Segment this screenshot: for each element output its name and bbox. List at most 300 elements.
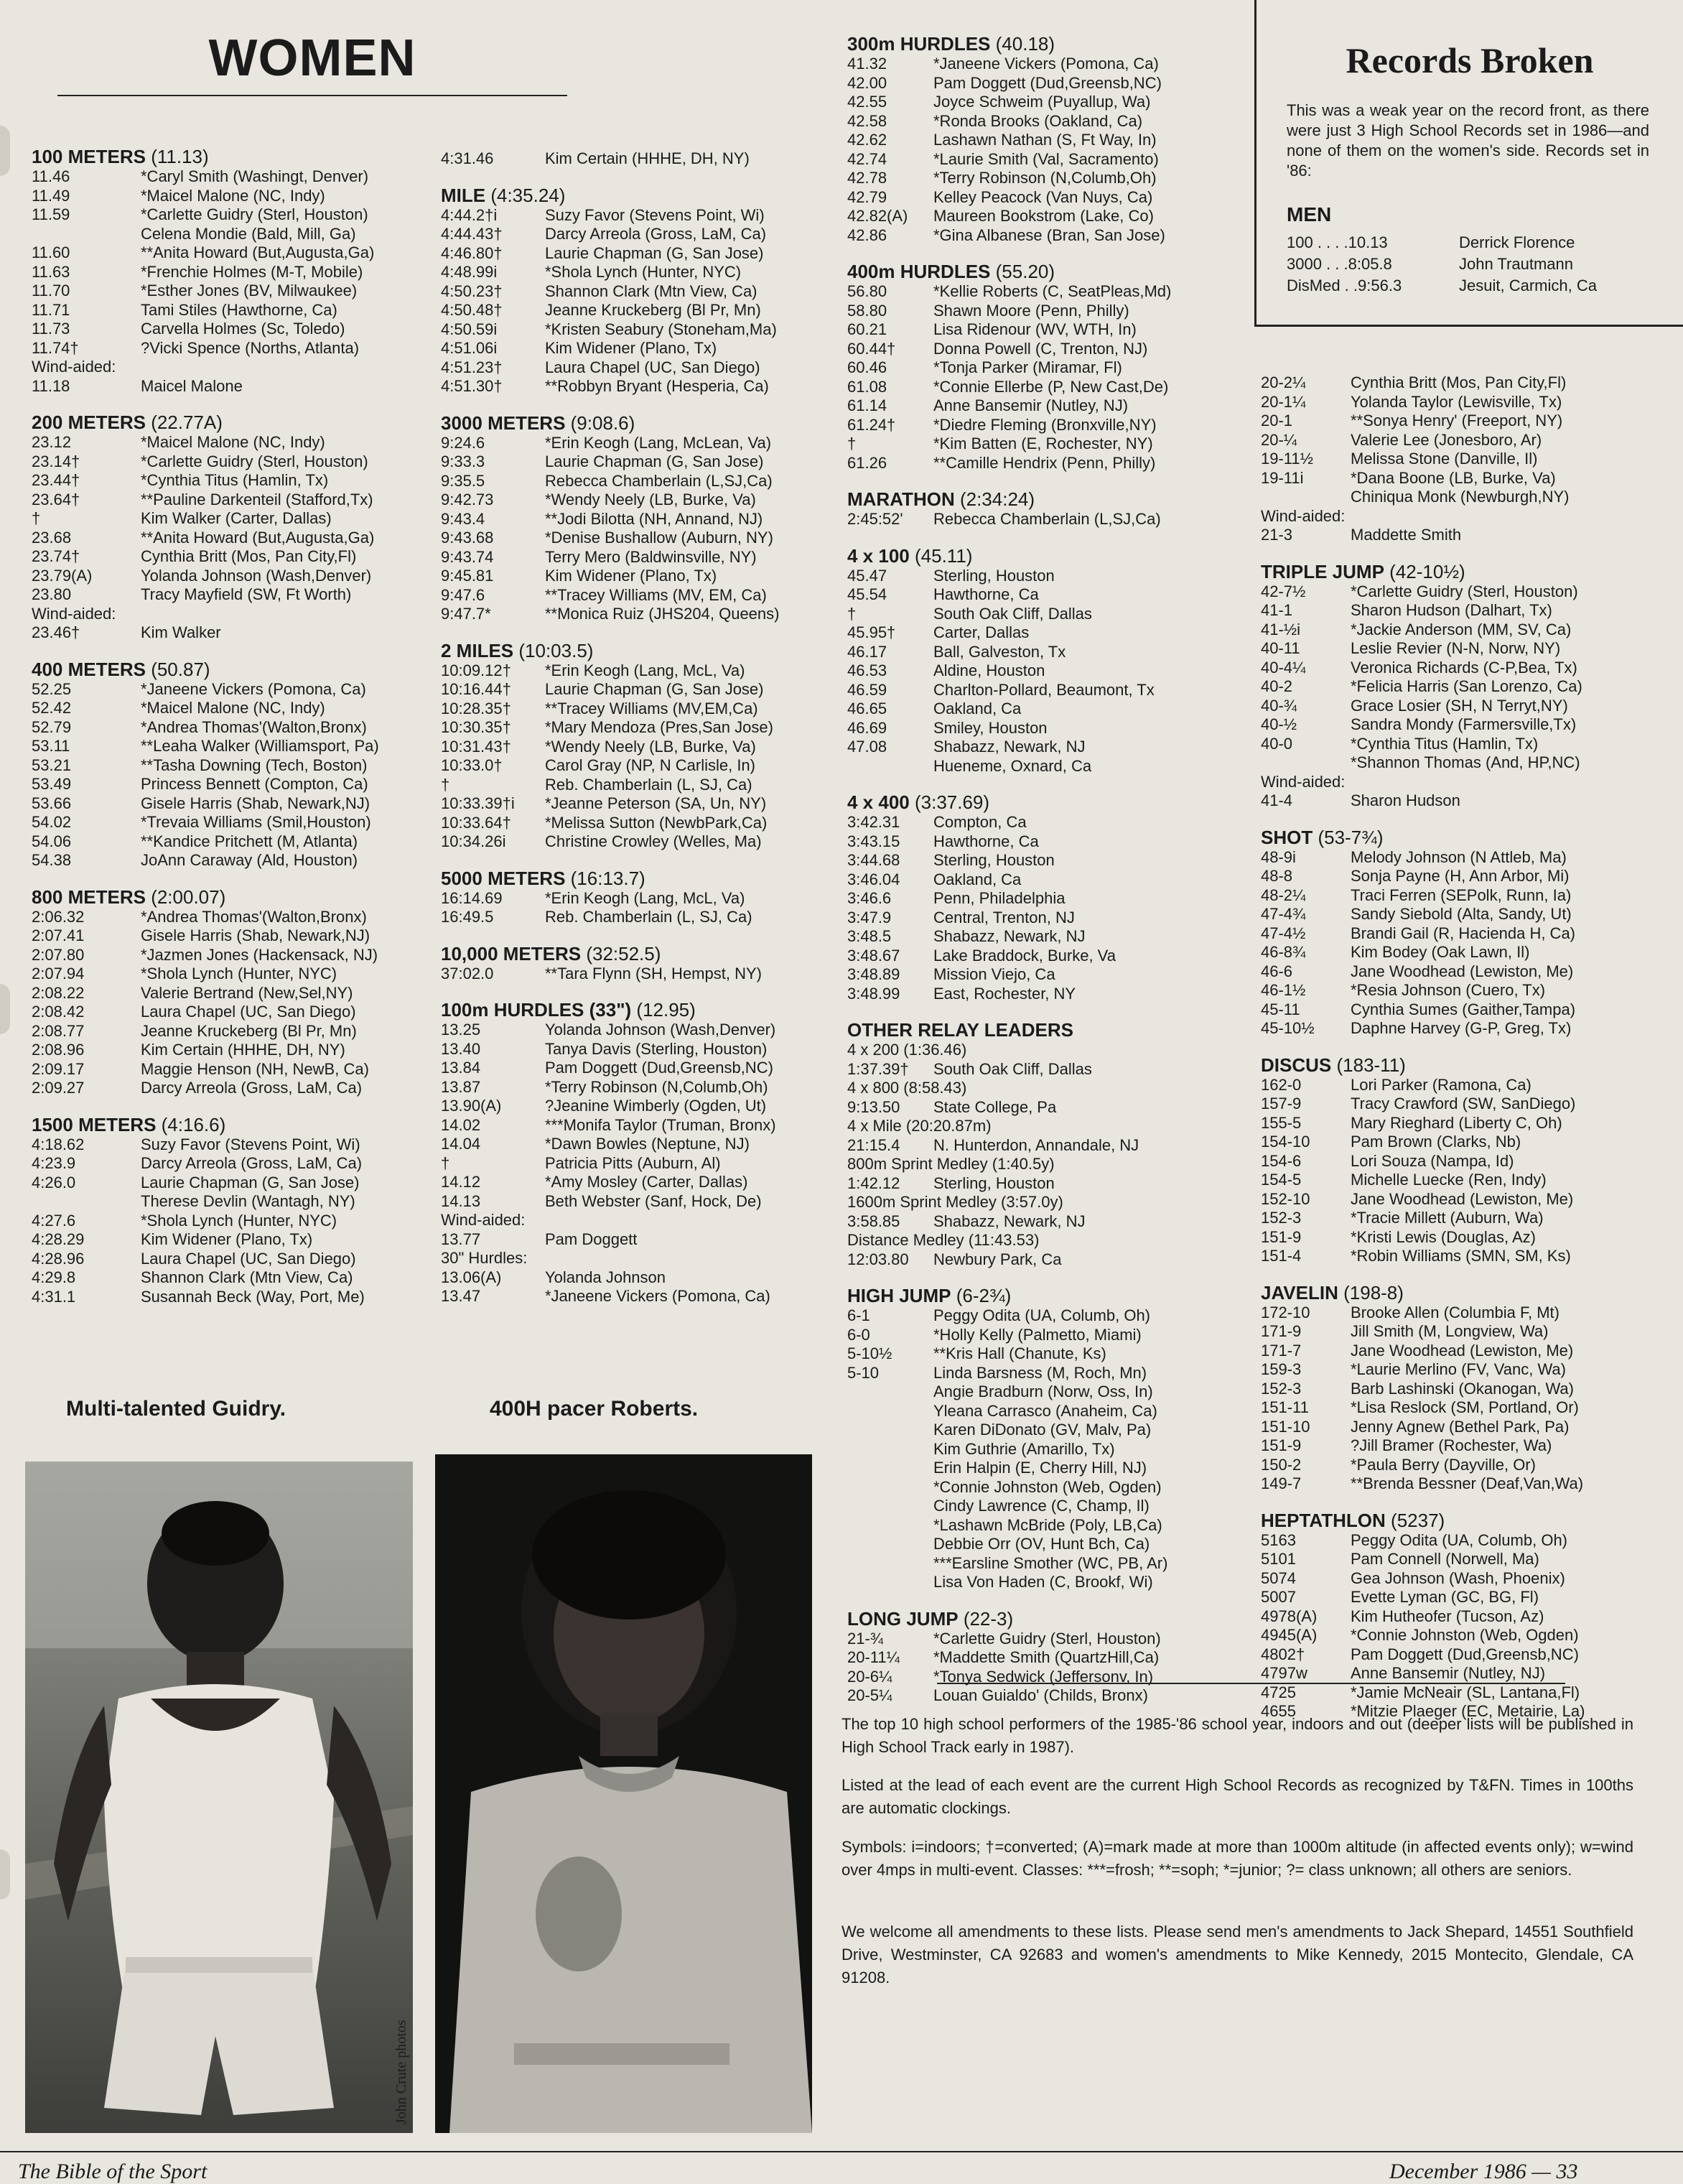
result-athlete: Valerie Bertrand (New,Sel,NY): [141, 983, 353, 1002]
record-holder: John Trautmann: [1459, 255, 1573, 273]
result-mark: 53.66: [32, 794, 72, 812]
result-row: [441, 1097, 843, 1116]
result-row: [1261, 1209, 1677, 1228]
result-row: [441, 206, 843, 226]
result-athlete: *Mary Mendoza (Pres,San Jose): [545, 718, 773, 736]
result-row: [847, 510, 1249, 529]
result-athlete: South Oak Cliff, Dallas: [933, 604, 1092, 623]
result-mark: 152-10: [1261, 1189, 1310, 1208]
result-mark: 23.79(A): [32, 566, 93, 585]
event-heading: [441, 640, 843, 661]
result-mark: 171-9: [1261, 1322, 1302, 1340]
result-mark: 14.04: [441, 1135, 481, 1153]
result-row: [32, 585, 434, 605]
result-athlete: *Erin Keogh (Lang, McLean, Va): [545, 433, 772, 452]
result-mark: 23.46†: [32, 623, 80, 641]
result-athlete: **Tracey Williams (MV,EM,Ca): [545, 699, 758, 717]
records-broken-intro: This was a weak year on the record front, as there were just 3 High School Records set in 1986—and none of them on the women's side. Records set in '86:: [1287, 101, 1649, 180]
result-mark: 9:24.6: [441, 433, 485, 452]
result-row: [441, 756, 843, 776]
result-row: [32, 433, 434, 452]
result-row: [32, 225, 434, 244]
result-mark: 46.69: [847, 718, 887, 737]
result-row: [32, 358, 434, 377]
result-mark: 10:33.39†i: [441, 794, 515, 812]
result-athlete: **Robbyn Bryant (Hesperia, Ca): [545, 377, 769, 395]
result-athlete: *Ronda Brooks (Oakland, Ca): [933, 111, 1143, 130]
event-section: [32, 1114, 434, 1307]
result-athlete: Laurie Chapman (G, San Jose): [545, 452, 764, 470]
result-mark: Wind-aided:: [32, 358, 116, 376]
result-row: [32, 491, 434, 510]
result-row: [32, 1041, 434, 1060]
result-athlete: Kim Hutheofer (Tucson, Az): [1351, 1607, 1544, 1625]
result-row: [32, 1003, 434, 1022]
result-row: [847, 1573, 1249, 1592]
result-athlete: Tracy Mayfield (SW, Ft Worth): [141, 585, 352, 603]
result-mark: 20-5¼: [847, 1686, 892, 1704]
result-row: [847, 1554, 1249, 1574]
result-row: [32, 756, 434, 776]
result-athlete: Aldine, Houston: [933, 661, 1045, 679]
result-row: [441, 510, 843, 529]
event-record: (40.18): [995, 33, 1055, 55]
result-athlete: *Carlette Guidry (Sterl, Houston): [933, 1629, 1161, 1648]
result-row: [32, 1192, 434, 1212]
result-athlete: South Oak Cliff, Dallas: [933, 1059, 1092, 1078]
result-mark: 42.79: [847, 187, 887, 206]
result-row: [1261, 791, 1677, 811]
result-athlete: Gea Johnson (Wash, Phoenix): [1351, 1569, 1565, 1587]
result-athlete: Kim Walker (Carter, Dallas): [141, 509, 332, 527]
result-row: [1261, 582, 1677, 602]
result-athlete: Shabazz, Newark, NJ: [933, 738, 1086, 756]
result-athlete: Kim Widener (Plano, Tx): [545, 339, 717, 357]
result-athlete: Pam Brown (Clarks, Nb): [1351, 1133, 1521, 1151]
result-row: [441, 1192, 843, 1212]
result-athlete: Shawn Moore (Penn, Philly): [933, 301, 1129, 320]
event-heading: [32, 146, 434, 167]
event-record: (183-11): [1336, 1054, 1406, 1076]
result-mark: 23.68: [32, 528, 72, 547]
result-athlete: *Dawn Bowles (Neptune, NJ): [545, 1135, 750, 1153]
result-row: [847, 207, 1249, 226]
binder-tab: [0, 126, 10, 176]
result-mark: 3:44.68: [847, 851, 900, 869]
result-row: [847, 1421, 1249, 1440]
result-mark: 48-9i: [1261, 847, 1296, 866]
result-mark: 54.06: [32, 832, 72, 850]
result-athlete: Michelle Luecke (Ren, Indy): [1351, 1171, 1547, 1189]
event-name: 10,000 METERS: [441, 942, 582, 965]
result-row: [847, 1117, 1249, 1136]
result-row: [847, 927, 1249, 947]
result-mark: †: [32, 509, 41, 527]
result-row: [441, 794, 843, 814]
result-mark: 4:23.9: [32, 1154, 76, 1172]
result-athlete: *Kellie Roberts (C, SeatPleas,Md): [933, 282, 1172, 300]
result-row: [441, 680, 843, 700]
result-mark: 12:03.80: [847, 1250, 909, 1268]
result-row: [32, 813, 434, 832]
result-row: [32, 1079, 434, 1098]
result-mark: 40-2: [1261, 677, 1293, 695]
result-row: [1261, 943, 1677, 962]
result-athlete: *Mitzie Plaeger (EC, Metairie, La): [1351, 1702, 1585, 1720]
result-row: [1261, 715, 1677, 735]
title-rule: [57, 95, 567, 96]
result-mark: 9:13.50: [847, 1097, 900, 1116]
result-athlete: Yolanda Taylor (Lewisville, Tx): [1351, 392, 1562, 411]
result-row: [847, 870, 1249, 890]
result-mark: 4:27.6: [32, 1211, 76, 1230]
result-athlete: *Shola Lynch (Hunter, NYC): [545, 263, 742, 281]
result-row: [32, 1212, 434, 1231]
result-athlete: *Shola Lynch (Hunter, NYC): [141, 965, 337, 982]
result-mark: 5-10½: [847, 1344, 892, 1362]
result-athlete: Lisa Ridenour (WV, WTH, In): [933, 320, 1137, 338]
result-row: [32, 984, 434, 1003]
result-row: [847, 1193, 1249, 1212]
event-heading: [1261, 561, 1677, 582]
result-mark: 5074: [1261, 1569, 1296, 1587]
intro-p2: Listed at the lead of each event are the current High School Records as recognized by T&FN. Times in 100ths are automatic clockings.: [842, 1776, 1633, 1817]
result-mark: 162-0: [1261, 1075, 1302, 1094]
result-mark: 11.73: [32, 320, 70, 338]
result-row: [847, 358, 1249, 378]
result-athlete: Veronica Richards (C-P,Bea, Tx): [1351, 658, 1577, 677]
result-athlete: *Andrea Thomas'(Walton,Bronx): [141, 907, 367, 926]
event-name: HEPTATHLON: [1261, 1509, 1386, 1531]
result-athlete: Rebecca Chamberlain (L,SJ,Ca): [545, 471, 773, 490]
result-row: [32, 832, 434, 852]
result-row: [32, 471, 434, 491]
result-athlete: Carter, Dallas: [933, 623, 1030, 641]
result-athlete: *Holly Kelly (Palmetto, Miami): [933, 1325, 1142, 1344]
result-mark: 14.02: [441, 1115, 481, 1134]
result-athlete: Sterling, Houston: [933, 851, 1055, 869]
result-row: [32, 567, 434, 586]
result-athlete: Leslie Revier (N-N, Norw, NY): [1351, 639, 1561, 657]
intro-rule: [937, 1683, 1565, 1684]
event-section: [1261, 561, 1677, 811]
result-mark: 3:46.6: [847, 889, 892, 907]
result-row: [441, 1135, 843, 1154]
column-4: [1261, 373, 1677, 1721]
event-record: (2:34:24): [959, 488, 1035, 510]
result-athlete: Barb Lashinski (Okanogan, Wa): [1351, 1379, 1574, 1398]
result-mark: 13.77: [441, 1230, 481, 1248]
result-athlete: *Connie Ellerbe (P, New Cast,De): [933, 377, 1169, 396]
result-mark: 53.11: [32, 737, 70, 755]
result-mark: 10:33.64†: [441, 813, 511, 832]
result-athlete: Mary Rieghard (Liberty C, Oh): [1351, 1113, 1562, 1132]
result-mark: 42.62: [847, 131, 887, 149]
result-row: [32, 926, 434, 946]
result-row: [441, 282, 843, 302]
result-row: [32, 623, 434, 643]
result-athlete: *Robin Williams (SMN, SM, Ks): [1351, 1247, 1571, 1265]
result-row: [847, 282, 1249, 302]
result-row: [1261, 1418, 1677, 1437]
result-athlete: State College, Pa: [933, 1097, 1057, 1116]
result-athlete: Shannon Clark (Mtn View, Ca): [141, 1268, 353, 1286]
result-athlete: Jane Woodhead (Lewiston, Me): [1351, 962, 1574, 980]
result-athlete: Donna Powell (C, Trenton, NJ): [933, 339, 1148, 358]
result-mark: 4:44.2†i: [441, 205, 498, 224]
result-row: [32, 187, 434, 206]
result-mark: 46.53: [847, 661, 887, 679]
result-athlete: Rebecca Chamberlain (L,SJ,Ca): [933, 510, 1161, 528]
result-mark: 5007: [1261, 1588, 1296, 1606]
result-row: [847, 567, 1249, 586]
result-athlete: JoAnn Caraway (Ald, Houston): [141, 851, 358, 869]
photo-roberts: [435, 1454, 812, 2133]
event-section: [847, 1285, 1249, 1592]
result-row: [1261, 469, 1677, 488]
result-mark: 42.55: [847, 93, 887, 111]
result-row: [1261, 697, 1677, 716]
result-mark: 2:06.32: [32, 907, 85, 926]
result-row: [1261, 1588, 1677, 1607]
result-athlete: **Jodi Bilotta (NH, Annand, NJ): [545, 509, 763, 528]
result-row: [847, 188, 1249, 208]
result-athlete: **Kris Hall (Chanute, Ks): [933, 1344, 1106, 1362]
event-heading: [847, 545, 1249, 567]
column-1: [32, 146, 434, 1306]
result-athlete: **Anita Howard (But,Augusta,Ga): [141, 243, 375, 261]
result-row: [1261, 886, 1677, 906]
result-mark: 151-9: [1261, 1227, 1302, 1246]
result-mark: 20-11¼: [847, 1648, 900, 1666]
result-mark: 16:49.5: [441, 908, 494, 926]
result-row: [441, 586, 843, 605]
event-name: TRIPLE JUMP: [1261, 560, 1384, 582]
result-mark: 60.44†: [847, 339, 896, 358]
result-athlete: Darcy Arreola (Gross, LaM, Ca): [141, 1079, 363, 1097]
result-mark: 46.17: [847, 642, 887, 661]
result-athlete: Laura Chapel (UC, San Diego): [141, 1249, 356, 1268]
result-row: [1261, 1095, 1677, 1114]
photo-credit: John Crute photos: [393, 2020, 409, 2124]
result-mark: 3:58.85: [847, 1212, 900, 1230]
result-mark: 11.46: [32, 167, 70, 185]
result-row: [441, 1211, 843, 1230]
result-row: [441, 491, 843, 510]
result-row: [32, 301, 434, 320]
event-record: (2:00.07): [151, 886, 226, 908]
result-row: [441, 529, 843, 548]
athlete-photo-roberts: [435, 1454, 812, 2133]
result-row: [32, 1174, 434, 1193]
result-mark: 9:33.3: [441, 452, 485, 470]
result-athlete: ***Monifa Taylor (Truman, Bronx): [545, 1115, 776, 1134]
result-athlete: Tracy Crawford (SW, SanDiego): [1351, 1095, 1576, 1112]
result-mark: 151-9: [1261, 1436, 1302, 1454]
result-mark: 2:08.42: [32, 1003, 85, 1021]
result-row: [32, 794, 434, 814]
result-row: [441, 1249, 843, 1268]
result-athlete: Yleana Carrasco (Anaheim, Ca): [933, 1401, 1157, 1420]
result-row: [847, 396, 1249, 416]
result-row: [1261, 1000, 1677, 1020]
event-record: (10:03.5): [518, 639, 594, 661]
result-row: [441, 738, 843, 757]
result-athlete: Erin Halpin (E, Cherry Hill, NJ): [933, 1459, 1147, 1477]
result-athlete: *Melissa Sutton (NewbPark,Ca): [545, 813, 768, 832]
result-athlete: Sandra Mondy (Farmersville,Tx): [1351, 715, 1577, 733]
event-section: [1261, 1510, 1677, 1721]
event-heading: [1261, 1282, 1677, 1304]
result-athlete: Reb. Chamberlain (L, SJ, Ca): [545, 908, 752, 926]
result-athlete: Suzy Favor (Stevens Point, Wi): [141, 1135, 360, 1153]
result-athlete: Angie Bradburn (Norw, Oss, In): [933, 1383, 1153, 1400]
result-athlete: Mission Viejo, Ca: [933, 965, 1055, 983]
result-row: [441, 320, 843, 340]
result-mark: 14.13: [441, 1191, 481, 1210]
result-row: [441, 908, 843, 927]
event-section: [32, 146, 434, 396]
result-mark: 4:26.0: [32, 1173, 76, 1191]
event-name: 4 x 100: [847, 544, 910, 567]
result-athlete: *Maicel Malone (NC, Indy): [141, 433, 325, 451]
event-heading: [32, 659, 434, 680]
result-athlete: *Carlette Guidry (Sterl, Houston): [141, 452, 368, 470]
event-section: [847, 488, 1249, 529]
event-heading: [32, 412, 434, 433]
result-mark: 159-3: [1261, 1360, 1302, 1378]
result-mark: 4:28.96: [32, 1249, 85, 1268]
result-athlete: *Amy Mosley (Carter, Dallas): [545, 1173, 748, 1191]
result-row: [32, 605, 434, 624]
result-row: [847, 661, 1249, 681]
result-row: [847, 131, 1249, 150]
event-heading: [847, 791, 1249, 813]
result-row: [847, 851, 1249, 870]
result-row: [847, 169, 1249, 188]
result-mark: 13.47: [441, 1287, 481, 1305]
result-row: [847, 1250, 1249, 1270]
result-row: [847, 1212, 1249, 1232]
result-mark: †: [847, 435, 857, 452]
result-mark: †: [441, 1153, 450, 1172]
event-section: [847, 1019, 1249, 1269]
result-athlete: Chiniqua Monk (Newburgh,NY): [1351, 488, 1570, 506]
event-section: [847, 1608, 1249, 1706]
result-athlete: Sterling, Houston: [933, 1174, 1055, 1192]
result-athlete: *Kristi Lewis (Douglas, Az): [1351, 1227, 1536, 1246]
event-section: [441, 412, 843, 624]
result-row: [32, 282, 434, 301]
result-mark: 10:33.0†: [441, 756, 503, 774]
result-athlete: *Kim Batten (E, Rochester, NY): [933, 435, 1153, 452]
result-mark: 10:09.12†: [441, 661, 511, 679]
result-mark: 48-8: [1261, 867, 1293, 885]
result-athlete: Jeanne Kruckeberg (Bl Pr, Mn): [545, 301, 761, 319]
result-mark: 4:18.62: [32, 1135, 85, 1153]
event-name: 200 METERS: [32, 412, 146, 433]
result-row: [847, 738, 1249, 757]
result-mark: 56.80: [847, 282, 887, 300]
result-mark: 9:43.68: [441, 529, 494, 547]
result-row: [847, 1306, 1249, 1326]
result-row: [441, 339, 843, 358]
result-mark: 37:02.0: [441, 964, 494, 982]
result-athlete: Hueneme, Oxnard, Ca: [933, 756, 1092, 775]
result-athlete: Linda Barsness (M, Roch, Mn): [933, 1363, 1147, 1382]
event-heading: [1261, 827, 1677, 848]
result-athlete: Jenny Agnew (Bethel Park, Pa): [1351, 1417, 1570, 1436]
result-mark: 3:46.04: [847, 870, 900, 888]
result-athlete: *Janeene Vickers (Pomona, Ca): [545, 1287, 770, 1305]
result-mark: 41-1: [1261, 601, 1293, 619]
result-row: [1261, 981, 1677, 1000]
result-athlete: Sonja Payne (H, Ann Arbor, Mi): [1351, 867, 1570, 885]
result-athlete: *Caryl Smith (Washingt, Denver): [141, 167, 369, 185]
result-mark: 52.42: [32, 699, 72, 717]
result-row: [847, 1041, 1249, 1060]
result-athlete: Therese Devlin (Wantagh, NY): [141, 1192, 355, 1210]
result-athlete: East, Rochester, NY: [933, 984, 1076, 1003]
result-mark: 23.44†: [32, 471, 80, 489]
result-athlete: Louan Guialdo' (Childs, Bronx): [933, 1686, 1148, 1704]
event-name: MARATHON: [847, 488, 955, 510]
result-row: [847, 1079, 1249, 1098]
event-name: HIGH JUMP: [847, 1285, 951, 1306]
event-name: DISCUS: [1261, 1054, 1332, 1076]
result-athlete: **Brenda Bessner (Deaf,Van,Wa): [1351, 1474, 1584, 1492]
result-row: [441, 700, 843, 719]
result-athlete: *Connie Johnston (Web, Ogden): [1351, 1626, 1579, 1644]
result-mark: 10:28.35†: [441, 699, 511, 717]
result-row: [441, 225, 843, 244]
result-athlete: **Tasha Downing (Tech, Boston): [141, 756, 368, 774]
result-mark: 60.21: [847, 320, 887, 338]
result-athlete: **Camille Hendrix (Penn, Philly): [933, 453, 1156, 472]
result-athlete: Tanya Davis (Sterling, Houston): [545, 1039, 768, 1058]
event-record: (4:16.6): [161, 1113, 226, 1135]
result-mark: 40-0: [1261, 734, 1293, 753]
result-athlete: *Lisa Reslock (SM, Portland, Or): [1351, 1398, 1579, 1416]
result-mark: 11.60: [32, 243, 70, 261]
result-mark: Wind-aided:: [1261, 772, 1346, 791]
result-row: [32, 339, 434, 358]
event-heading: [847, 1608, 1249, 1630]
event-record: (198-8): [1343, 1281, 1404, 1304]
result-row: [847, 1098, 1249, 1117]
result-athlete: *Denise Bushallow (Auburn, NY): [545, 529, 773, 547]
result-athlete: Susannah Beck (Way, Port, Me): [141, 1287, 365, 1306]
intro-paragraph: [842, 1774, 1633, 1820]
result-row: [1261, 1322, 1677, 1342]
result-mark: 45-11: [1261, 1000, 1300, 1018]
result-athlete: Cynthia Britt (Mos, Pan City,Fl): [1351, 373, 1567, 391]
result-row: [1261, 1133, 1677, 1152]
result-mark: 4655: [1261, 1702, 1296, 1720]
result-athlete: Darcy Arreola (Gross, LaM, Ca): [141, 1154, 363, 1172]
result-row: [847, 435, 1249, 454]
result-athlete: *Esther Jones (BV, Milwaukee): [141, 282, 358, 299]
result-athlete: *Maicel Malone (NC, Indy): [141, 699, 325, 717]
result-mark: 21:15.4: [847, 1135, 900, 1154]
event-section: [441, 185, 843, 396]
result-row: [847, 1440, 1249, 1459]
result-mark: 3:47.9: [847, 908, 892, 926]
result-athlete: *Gina Albanese (Bran, San Jose): [933, 226, 1165, 244]
result-athlete: ?Jeanine Wimberly (Ogden, Ut): [545, 1097, 767, 1115]
page-title-block: [29, 29, 567, 96]
result-row: [32, 167, 434, 187]
